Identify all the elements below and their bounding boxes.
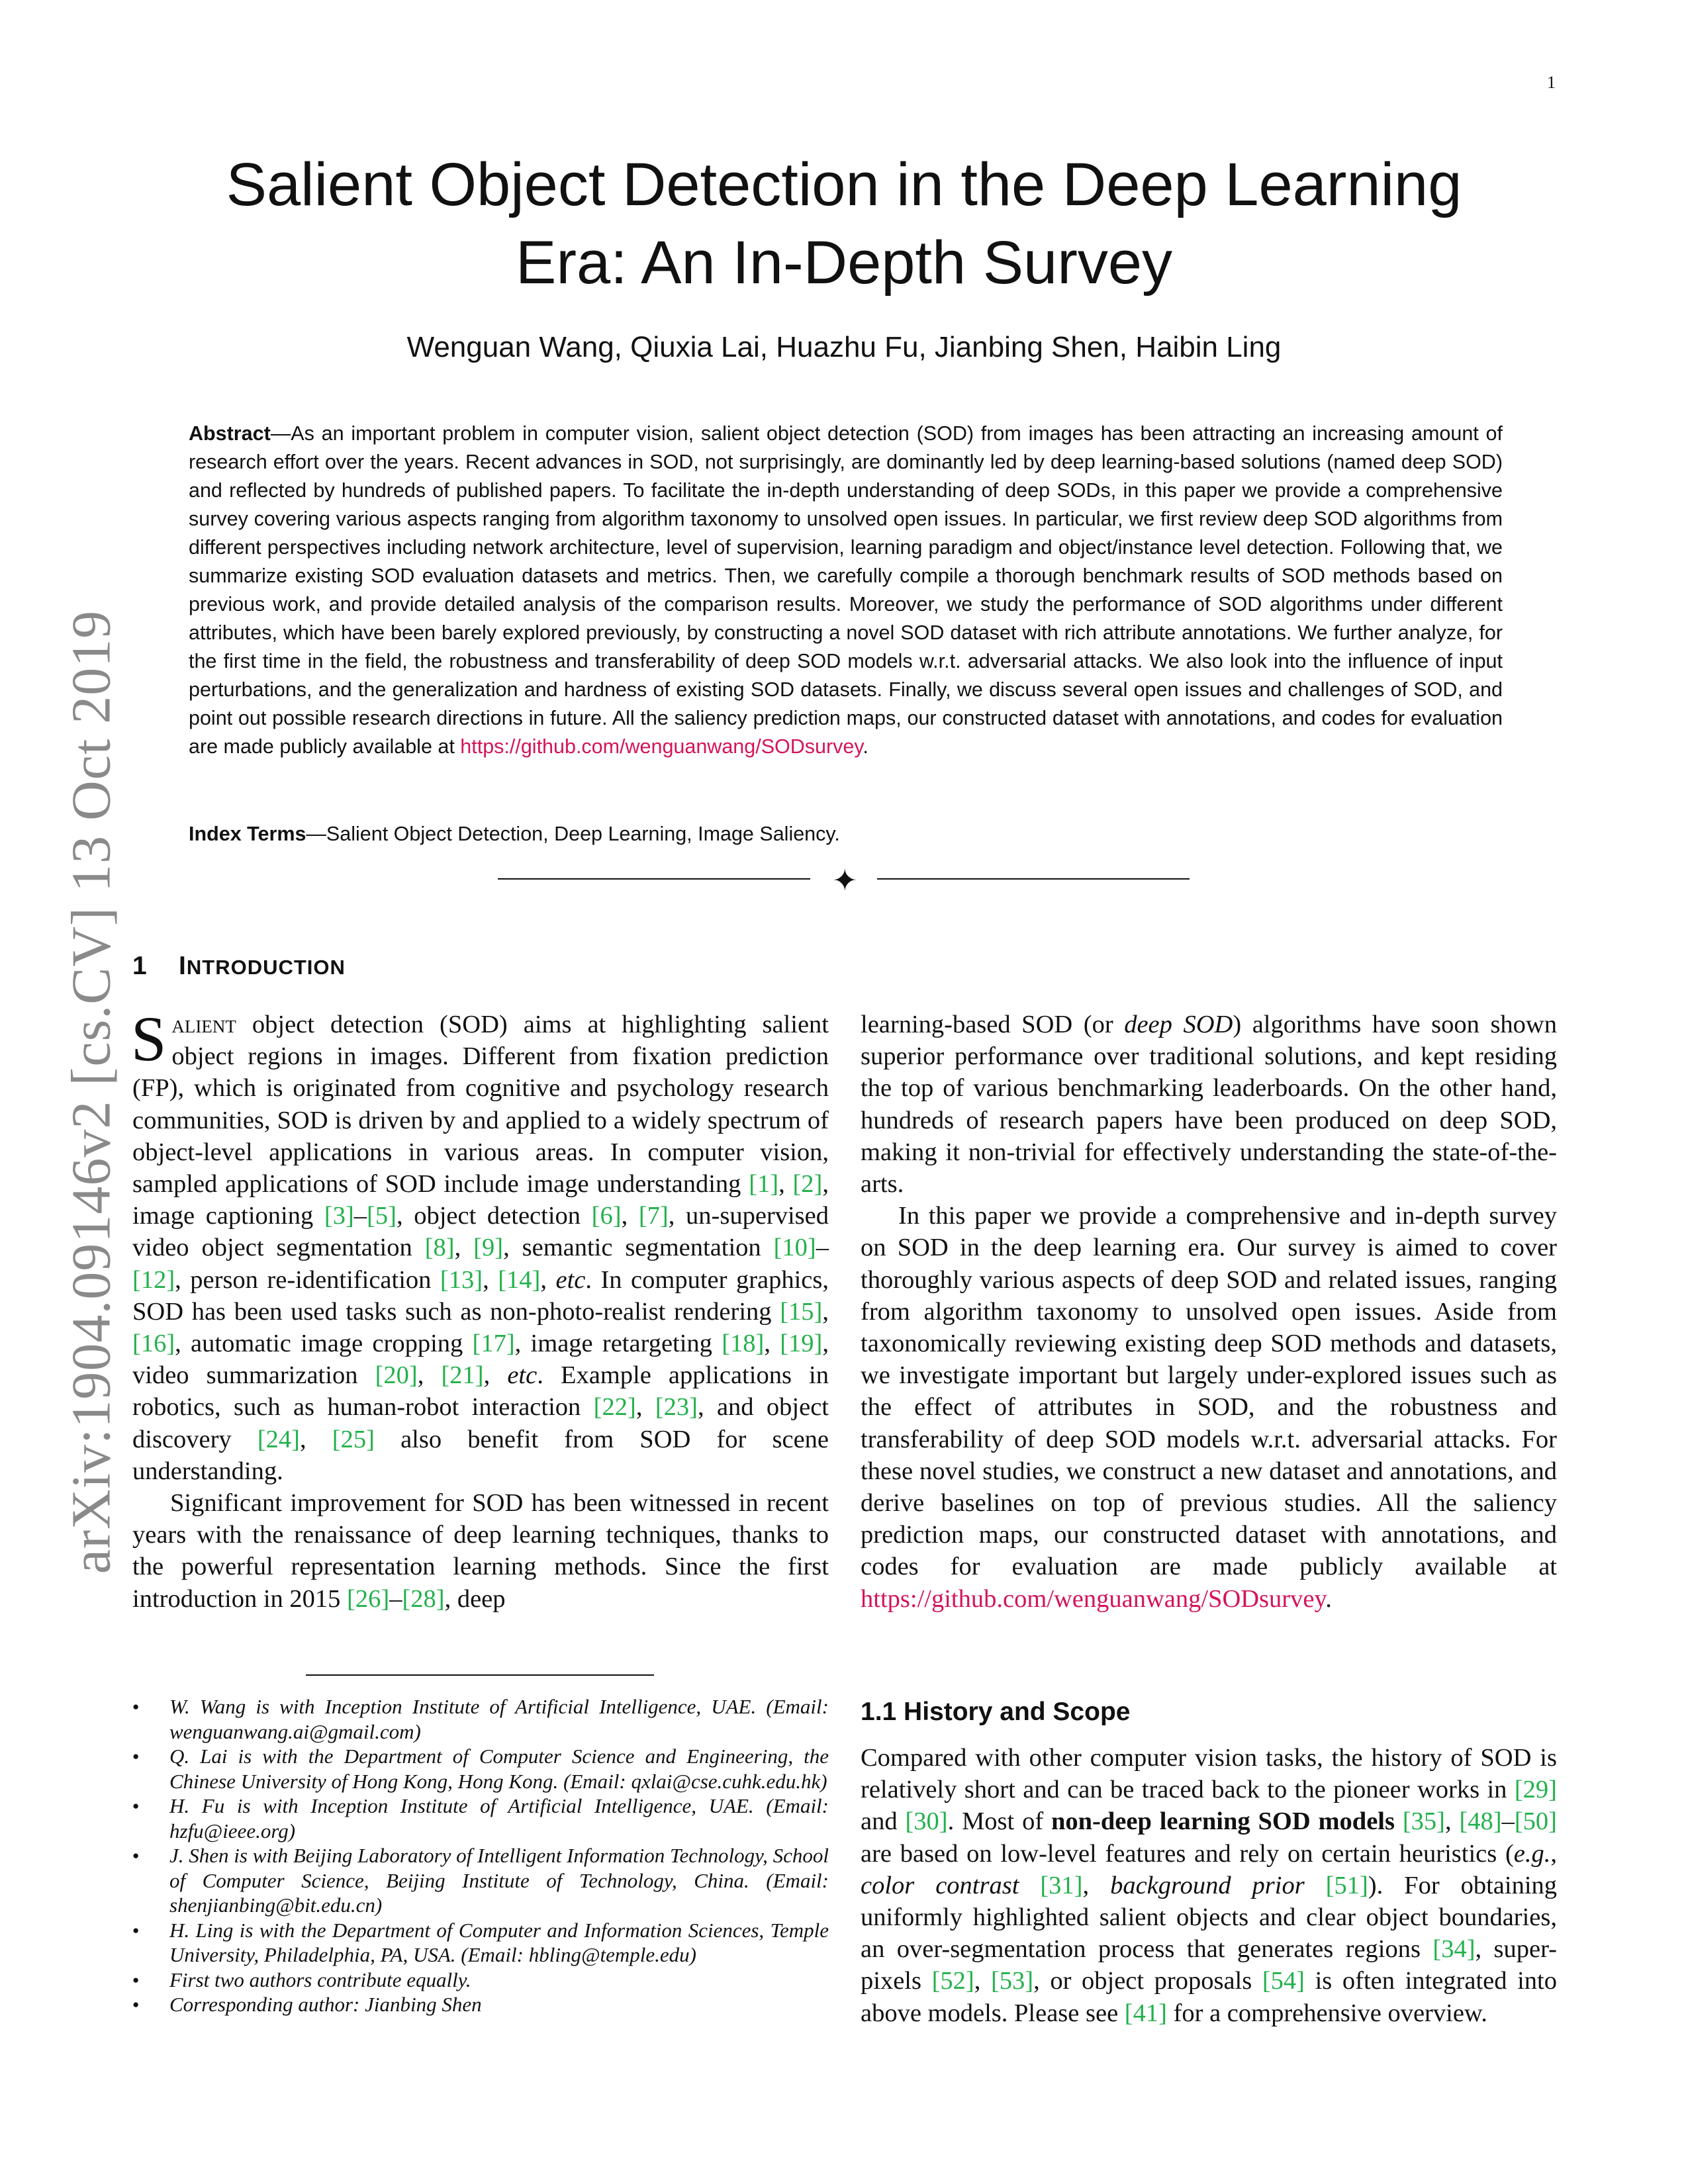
citation[interactable]: [21] — [441, 1361, 484, 1390]
separator-star-icon: ✦ — [832, 862, 858, 898]
citation[interactable]: [28] — [402, 1584, 445, 1613]
citation[interactable]: [7] — [638, 1202, 669, 1230]
footnote-rule — [306, 1674, 654, 1676]
citation[interactable]: [14] — [498, 1265, 541, 1294]
citation[interactable]: [13] — [440, 1265, 483, 1294]
index-terms-label: Index Terms — [189, 823, 306, 845]
footnote-item: ● J. Shen is with Beijing Laboratory of Intelligent Information Technology, School of Computer Science, Beijing Institute of Technology, China. (Email: shenjianbing@bit.edu.cn) — [132, 1843, 829, 1918]
abstract-repo-link[interactable]: https://github.com/wenguanwang/SODsurvey — [460, 735, 863, 758]
index-terms-text: —Salient Object Detection, Deep Learning, Image Saliency. — [306, 823, 840, 845]
dropcap-letter: S — [131, 1003, 167, 1074]
footnote-list — [132, 1694, 829, 2017]
subsection-heading-history: 1.1 History and Scope — [861, 1698, 1131, 1726]
footnote-item: ● First two authors contribute equally. — [132, 1968, 829, 1993]
intro-paragraph-2: Significant improvement for SOD has been witnessed in recent years with the renaissance of deep learning techniques, thanks to the powerful representation learning methods. Since the first introduction in 2015 [26]–[28], deep — [132, 1489, 829, 1613]
right-paragraph-1: learning-based SOD (or deep SOD) algorithms have soon shown superior performance over traditional solutions, and kept residing the top of various benchmarking leaderboards. On the other hand, hundreds of research papers have been produced on deep SOD, making it non-trivial for effectively understanding the state-of-the-arts. — [861, 1011, 1557, 1199]
citation[interactable]: [24] — [257, 1425, 300, 1453]
abstract-text: —As an important problem in computer vision, salient object detection (SOD) from images has been attracting an increasing amount of research effort over the years. Recent advances in SOD, not surprisingly, are dominantly led by deep learning-based solutions (named deep SOD) and reflected by hundreds of published papers. To facilitate the in-depth understanding of deep SODs, in this paper we provide a comprehensive survey covering various aspects ranging from algorithm taxonomy to unsolved open issues. In particular, we first review deep SOD algorithms from different perspectives including network architecture, level of supervision, learning paradigm and object/instance level detection. Following that, we summarize existing SOD evaluation datasets and metrics. Then, we carefully compile a thorough benchmark results of SOD methods based on previous work, and provide detailed analysis of the comparison results. Moreover, we study the performance of SOD algorithms under different attributes, which have been barely explored previously, by constructing a novel SOD dataset with rich attribute annotations. We further analyze, for the first time in the field, the robustness and transferability of deep SOD models w.r.t. adversarial attacks. We also look into the influence of input perturbations, and the generalization and hardness of existing SOD datasets. Finally, we discuss several open issues and challenges of SOD, and point out possible research directions in future. All the saliency prediction maps, our constructed dataset with annotations, and codes for evaluation are made publicly available at — [189, 422, 1503, 758]
footnote-item: ● Q. Lai is with the Department of Computer Science and Engineering, the Chinese University of Hong Kong, Hong Kong. (Email: qxlai@cse.cuhk.edu.hk) — [132, 1744, 829, 1794]
separator-line-right — [877, 878, 1190, 880]
footnote-item: ● Corresponding author: Jianbing Shen — [132, 1992, 829, 2017]
separator-line-left — [498, 878, 810, 880]
citation[interactable]: [8] — [424, 1234, 455, 1262]
citation[interactable]: [54] — [1262, 1967, 1305, 1995]
citation[interactable]: [51] — [1325, 1871, 1368, 1899]
citation[interactable]: [15] — [780, 1297, 823, 1326]
citation[interactable]: [50] — [1514, 1807, 1557, 1836]
repo-link[interactable]: https://github.com/wenguanwang/SODsurvey — [861, 1584, 1326, 1613]
citation[interactable]: [9] — [473, 1234, 504, 1262]
citation[interactable]: [41] — [1124, 1999, 1167, 2027]
author-list: Wenguan Wang, Qiuxia Lai, Huazhu Fu, Jianbing Shen, Haibin Ling — [406, 331, 1282, 363]
arxiv-side-stamp: arXiv:1904.09146v2 [cs.CV] 13 Oct 2019 — [60, 610, 122, 1574]
section-heading-introduction: 1 INTRODUCTION — [132, 952, 346, 980]
right-paragraph-2: In this paper we provide a comprehensive and in-depth survey on SOD in the deep learning era. Our survey is aimed to cover thoroughly various aspects of deep SOD and related issues, ranging from algorithm taxonomy to unsolved open issues. Aside from taxonomically reviewing existing deep SOD methods and datasets, we investigate important but largely under-explored issues such as the effect of attributes in SOD, and the robustness and transferability of deep SOD models w.r.t. adversarial attacks. For these novel studies, we construct a new dataset and annotations, and derive baselines on top of previous studies. All the saliency prediction maps, our constructed dataset with annotations, and codes for evaluation are made publicly available at https://github.com/wenguanwang/SODsurvey. — [861, 1202, 1557, 1613]
paper-title — [132, 146, 1556, 302]
citation[interactable]: [5] — [367, 1202, 397, 1230]
citation[interactable]: [1] — [749, 1170, 779, 1199]
citation[interactable]: [25] — [332, 1425, 375, 1453]
title-line-1: Salient Object Detection in the Deep Learning — [226, 151, 1462, 218]
abstract-label: Abstract — [189, 422, 271, 445]
right-column — [861, 1009, 1557, 1615]
page-number: 1 — [1547, 73, 1556, 92]
citation[interactable]: [2] — [792, 1170, 823, 1199]
footnote-item: ● H. Fu is with Inception Institute of Artificial Intelligence, UAE. (Email: hzfu@ieee.org) — [132, 1794, 829, 1843]
citation[interactable]: [29] — [1514, 1776, 1557, 1804]
history-paragraph: Compared with other computer vision tasks, the history of SOD is relatively short and can be traced back to the pioneer works in [29] and [30]. Most of non-deep learning SOD models [35], [48]–[50] are based on low-level features and rely on certain heuristics (e.g., color contrast [31], background prior [51]). For obtaining uniformly highlighted salient objects and clear object boundaries, an over-segmentation process that generates regions [34], super-pixels [52], [53], or object proposals [54] is often integrated into above models. Please see [41] for a comprehensive overview. — [861, 1744, 1558, 2027]
footnote-item: ● H. Ling is with the Department of Computer and Information Sciences, Temple University, Philadelphia, PA, USA. (Email: hbling@temple.edu) — [132, 1918, 829, 1968]
citation[interactable]: [22] — [593, 1393, 636, 1422]
footnote-item: ● W. Wang is with Inception Institute of Artificial Intelligence, UAE. (Email: wenguanwang.ai@gmail.com) — [132, 1694, 829, 1744]
citation[interactable]: [6] — [591, 1202, 622, 1230]
intro-paragraph-1: Salient object detection (SOD) aims at highlighting salient object regions in images. Different from fixation prediction (FP), which is originated from cognitive and psychology research communities, SOD is driven by and applied to a widely spectrum of object-level applications in various areas. In computer vision, sampled applications of SOD include image understanding [1], [2], image captioning [3]–[5], object detection [6], [7], un-supervised video object segmentation [8], [9], semantic segmentation [10]–[12], person re-identification [13], [14], etc. In computer graphics, SOD has been used tasks such as non-photo-realist rendering [15], [16], automatic image cropping [17], image retargeting [18], [19], video summarization [20], [21], etc. Example applications in robotics, such as human-robot interaction [22], [23], and object discovery [24], [25] also benefit from SOD for scene understanding. — [131, 1003, 829, 1485]
history-column — [861, 1742, 1557, 2029]
citation[interactable]: [34] — [1432, 1935, 1476, 1964]
index-terms — [189, 823, 1503, 846]
citation[interactable]: [52] — [931, 1967, 974, 1995]
citation[interactable]: [35] — [1402, 1807, 1445, 1836]
citation[interactable]: [48] — [1459, 1807, 1502, 1836]
title-line-2: Era: An In-Depth Survey — [515, 229, 1173, 296]
citation[interactable]: [18] — [722, 1330, 765, 1358]
citation[interactable]: [17] — [472, 1330, 515, 1358]
abstract: Abstract—As an important problem in computer vision, salient object detection (SOD) from images has been attracting an increasing amount of research effort over the years. Recent advances in SOD, not surprisingly, are dominantly led by deep learning-based solutions (named deep SOD) and reflected by hundreds of published papers. To facilitate the in-depth understanding of deep SODs, in this paper we provide a comprehensive survey covering various aspects ranging from algorithm taxonomy to unsolved open issues. In particular, we first review deep SOD algorithms from different perspectives including network architecture, level of supervision, learning paradigm and object/instance level detection. Following that, we summarize existing SOD evaluation datasets and metrics. Then, we carefully compile a thorough benchmark results of SOD methods based on previous work, and provide detailed analysis of the comparison results. Moreover, we study the performance of SOD algorithms under different attributes, which have been barely explored previously, by constructing a novel SOD dataset with rich attribute annotations. We further analyze, for the first time in the field, the robustness and transferability of deep SOD models w.r.t. adversarial attacks. We also look into the influence of input perturbations, and the generalization and hardness of existing SOD datasets. Finally, we discuss several open issues and challenges of SOD, and point out possible research directions in future. All the saliency prediction maps, our constructed dataset with annotations, and codes for evaluation are made publicly available at https://github.com/wenguanwang/SODsurvey. — [189, 422, 1503, 758]
citation[interactable]: [20] — [375, 1361, 418, 1390]
citation[interactable]: [3] — [324, 1202, 354, 1230]
left-column — [131, 1003, 829, 1615]
citation[interactable]: [30] — [905, 1807, 948, 1836]
citation[interactable]: [53] — [990, 1967, 1034, 1995]
citation[interactable]: [12] — [132, 1265, 175, 1294]
citation[interactable]: [16] — [132, 1330, 175, 1358]
citation[interactable]: [26] — [347, 1584, 390, 1613]
citation[interactable]: [31] — [1040, 1871, 1083, 1899]
citation[interactable]: [19] — [780, 1330, 823, 1358]
citation[interactable]: [23] — [655, 1393, 698, 1422]
citation[interactable]: [10] — [773, 1234, 816, 1262]
